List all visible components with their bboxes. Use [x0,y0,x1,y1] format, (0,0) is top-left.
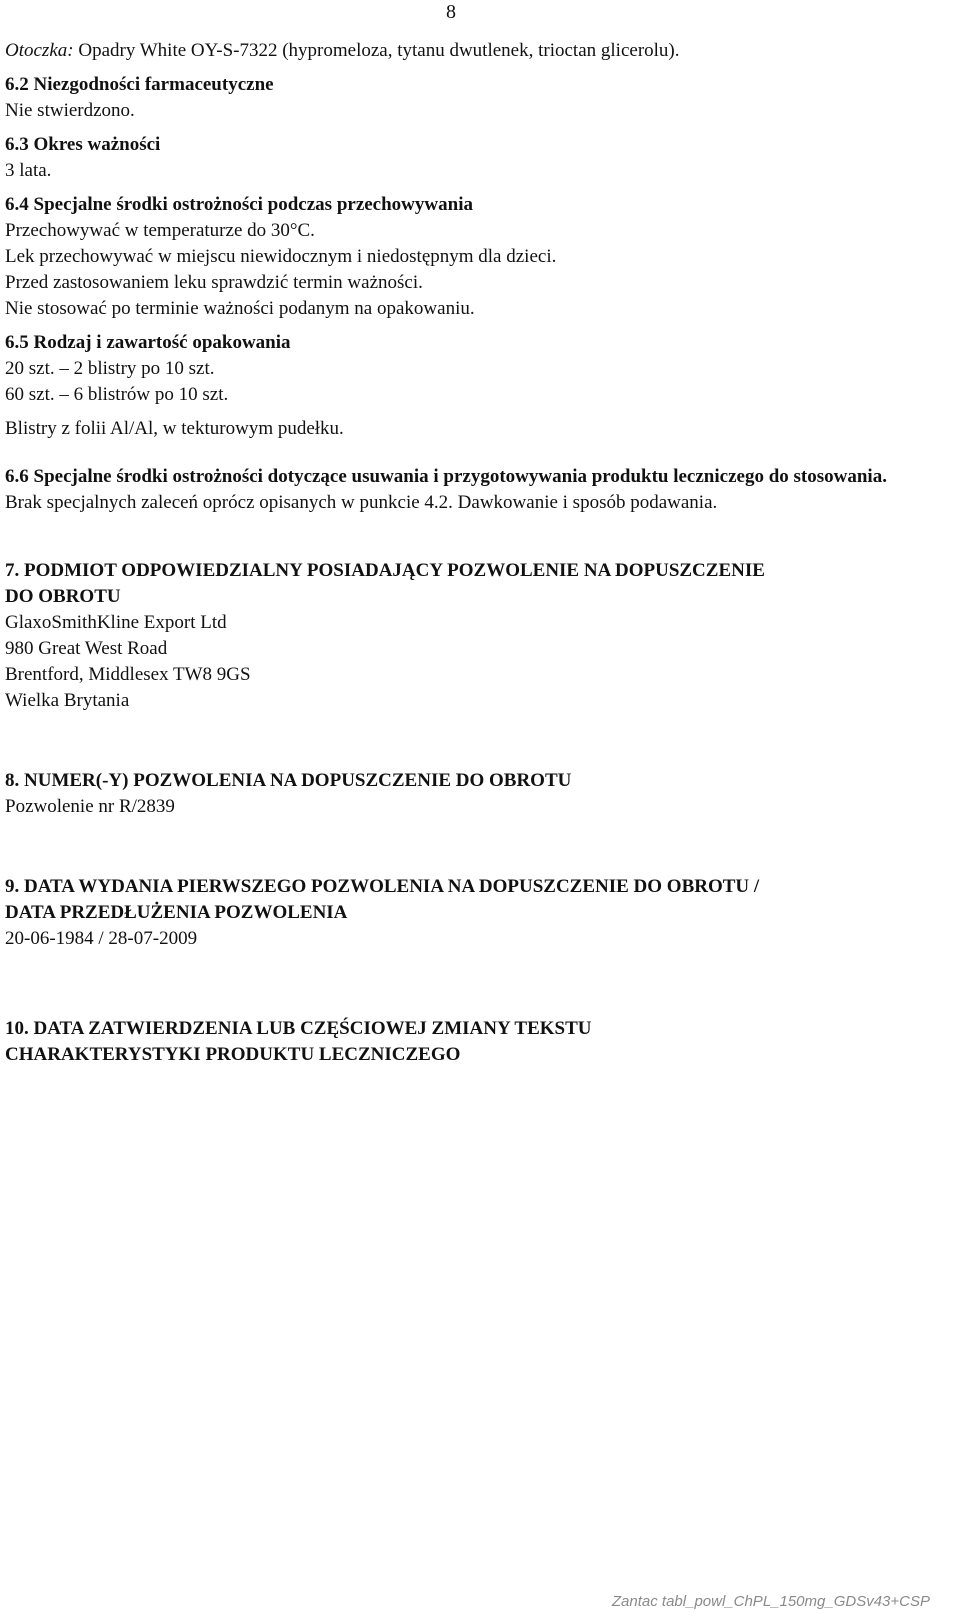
section-6-4-heading: 6.4 Specjalne środki ostrożności podczas przechowywania [5,194,473,215]
section-6-4-line-2: Lek przechowywać w miejscu niewidocznym i niedostępnym dla dzieci. [5,246,557,267]
coating-text: Opadry White OY-S-7322 (hypromeloza, tytanu dwutlenek, trioctan glicerolu). [73,40,680,61]
section-7-line-3: Brentford, Middlesex TW8 9GS [5,664,251,685]
coating-line [5,38,940,64]
page-number: 8 [446,1,456,23]
section-6-6-text: Brak specjalnych zaleceń oprócz opisanych w punkcie 4.2. Dawkowanie i sposób podawania. [5,492,718,513]
section-6-3-text: 3 lata. [5,160,52,181]
section-6-6-heading: 6.6 Specjalne środki ostrożności dotyczące usuwania i przygotowywania produktu leczniczego do stosowania. [5,466,887,487]
coating-label: Otoczka: [5,40,74,61]
section-9-heading-line-1: 9. DATA WYDANIA PIERWSZEGO POZWOLENIA NA DOPUSZCZENIE DO OBROTU / [5,876,760,897]
section-6-4-line-1: Przechowywać w temperaturze do 30°C. [5,220,315,241]
section-6-5-note: Blistry z folii Al/Al, w tekturowym pudełku. [5,418,344,439]
section-6-5-heading: 6.5 Rodzaj i zawartość opakowania [5,332,291,353]
section-10-heading-line-1: 10. DATA ZATWIERDZENIA LUB CZĘŚCIOWEJ ZMIANY TEKSTU [5,1018,592,1039]
section-9-heading-line-2: DATA PRZEDŁUŻENIA POZWOLENIA [5,902,348,923]
section-6-3-heading: 6.3 Okres ważności [5,134,161,155]
section-7-heading-line-1: 7. PODMIOT ODPOWIEDZIALNY POSIADAJĄCY POZWOLENIE NA DOPUSZCZENIE [5,560,765,581]
section-8-heading: 8. NUMER(-Y) POZWOLENIA NA DOPUSZCZENIE DO OBROTU [5,770,572,791]
section-6-5-line-1: 20 szt. – 2 blistry po 10 szt. [5,358,215,379]
section-7-line-4: Wielka Brytania [5,690,130,711]
section-6-2-text: Nie stwierdzono. [5,100,135,121]
section-8-text: Pozwolenie nr R/2839 [5,796,175,817]
section-7-heading-line-2: DO OBROTU [5,586,121,607]
document-footer: Zantac tabl_powl_ChPL_150mg_GDSv43+CSP [611,1593,930,1610]
section-6-4-line-4: Nie stosować po terminie ważności podanym na opakowaniu. [5,298,475,319]
section-7-line-2: 980 Great West Road [5,638,168,659]
document-body [5,38,940,1068]
section-10-heading-line-2: CHARAKTERYSTYKI PRODUKTU LECZNICZEGO [5,1044,461,1065]
section-7-line-1: GlaxoSmithKline Export Ltd [5,612,227,633]
section-6-2-heading: 6.2 Niezgodności farmaceutyczne [5,74,274,95]
section-6-5-line-2: 60 szt. – 6 blistrów po 10 szt. [5,384,229,405]
section-9-text: 20-06-1984 / 28-07-2009 [5,928,198,949]
section-6-4-line-3: Przed zastosowaniem leku sprawdzić termin ważności. [5,272,423,293]
